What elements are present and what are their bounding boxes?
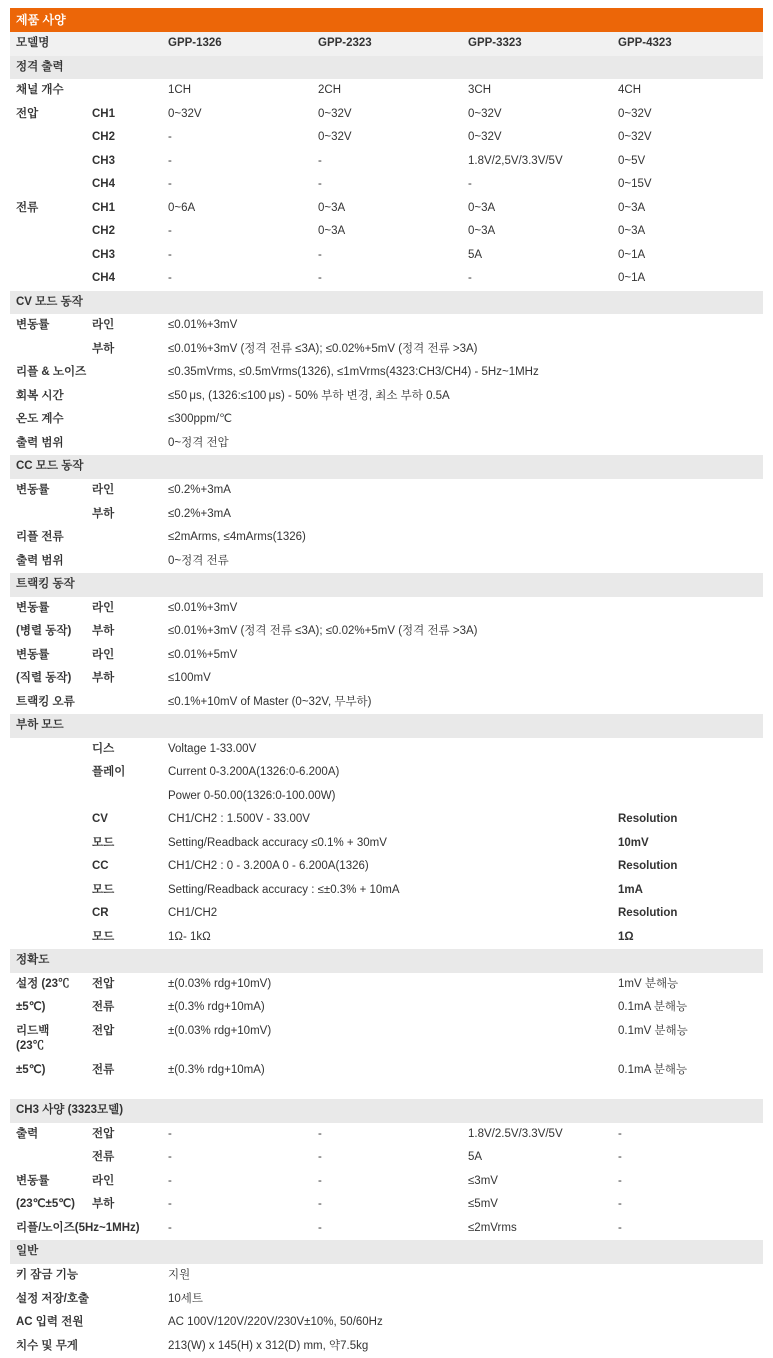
current-ch3-m3: 5A [468, 248, 483, 261]
voltage-ch1-m4: 0~32V [618, 107, 652, 120]
voltage-ch3-m1: - [168, 154, 172, 167]
section-label: CH3 사양 (3323모델) [10, 1099, 763, 1123]
current-ch-label: CH2 [92, 225, 116, 238]
current-ch2-m1: - [168, 225, 172, 238]
table-row [10, 1311, 763, 1335]
cc-range-label: 출력 범위 [16, 554, 64, 567]
table-row [10, 597, 763, 621]
channels-value-3: 3CH [468, 84, 492, 97]
ch3-voltage-m3: 1.8V/2.5V/3.3V/5V [468, 1127, 563, 1140]
current-ch4-m1: - [168, 272, 172, 285]
general-value-memory: 10세트 [168, 1292, 204, 1305]
section-cc-mode [10, 455, 763, 479]
voltage-ch-label: CH3 [92, 154, 116, 167]
voltage-ch2-m4: 0~32V [618, 131, 652, 144]
table-row [10, 902, 763, 926]
table-row [10, 1146, 763, 1170]
section-accuracy [10, 949, 763, 973]
ch3-ripple-m4: - [618, 1221, 622, 1234]
ch3-current-label: 전류 [92, 1151, 115, 1164]
cv-regulation-label: 변동률 [16, 319, 50, 332]
tracking-error-value: ≤0.1%+10mV of Master (0~32V, 무부하) [168, 695, 372, 708]
cv-temp-coef-value: ≤300ppm/℃ [168, 413, 232, 426]
accuracy-voltage-label: 전압 [92, 1024, 115, 1037]
table-row [10, 1123, 763, 1147]
cv-line-value: ≤0.01%+3mV [168, 319, 238, 332]
table-row [10, 220, 763, 244]
voltage-label: 전압 [16, 107, 39, 120]
tracking-parallel-load-value: ≤0.01%+3mV (정격 전류 ≤3A); ≤0.02%+5mV (정격 전류 >3A) [168, 625, 478, 638]
section-ch3-spec [10, 1099, 763, 1123]
general-value-dimensions: 213(W) x 145(H) x 312(D) mm, 약7.5kg [168, 1339, 369, 1352]
load-cc-resolution-value: 1mA [618, 883, 643, 896]
accuracy-read-current-value: ±(0.3% rdg+10mA) [168, 1063, 265, 1076]
voltage-ch-label: CH4 [92, 178, 116, 191]
load-cc-resolution-label: Resolution [618, 860, 678, 873]
table-row [10, 1264, 763, 1288]
ch3-current-m3: 5A [468, 1151, 483, 1164]
cv-temp-coef-label: 온도 계수 [16, 413, 64, 426]
general-value-key-lock: 지원 [168, 1269, 191, 1281]
cv-ripple-label: 리플 & 노이즈 [16, 366, 87, 379]
accuracy-voltage-label: 전압 [92, 977, 115, 990]
ch3-current-m1: - [168, 1151, 172, 1164]
ch3-voltage-m2: - [318, 1127, 322, 1140]
tracking-serial-label: 변동률 [16, 648, 50, 661]
section-label: 부하 모드 [10, 714, 763, 738]
table-row [10, 620, 763, 644]
table-row [10, 785, 763, 809]
cv-range-value: 0~정격 전압 [168, 436, 229, 449]
load-cr-resolution-label: Resolution [618, 907, 678, 920]
load-cr-label-2: 모드 [92, 930, 115, 943]
cv-recovery-value: ≤50 μs, (1326:≤100 μs) - 50% 부하 변경, 최소 부하 0.5A [168, 389, 450, 402]
current-ch4-m3: - [468, 272, 472, 285]
load-display-label-1: 디스 [92, 742, 115, 755]
table-row [10, 126, 763, 150]
table-row [10, 1217, 763, 1241]
ch3-load-label: 부하 [92, 1198, 115, 1211]
voltage-ch1-m1: 0~32V [168, 107, 202, 120]
load-cv-range: CH1/CH2 : 1.500V - 33.00V [168, 813, 310, 826]
model-label: 모델명 [10, 32, 162, 56]
table-row [10, 314, 763, 338]
cc-ripple-value: ≤2mArms, ≤4mArms(1326) [168, 531, 306, 544]
tracking-parallel-line-value: ≤0.01%+3mV [168, 601, 238, 614]
product-spec-table [10, 8, 763, 1358]
model-name-4: GPP-4323 [612, 32, 763, 56]
ch3-ripple-label: 리플/노이즈(5Hz~1MHz) [16, 1221, 140, 1234]
tracking-serial-sublabel: (직렬 동작) [16, 672, 72, 685]
cv-line-label: 라인 [92, 319, 115, 332]
general-value-ac-input: AC 100V/120V/220V/230V±10%, 50/60Hz [168, 1316, 383, 1329]
voltage-ch2-m2: 0~32V [318, 131, 352, 144]
cv-load-value: ≤0.01%+3mV (정격 전류 ≤3A); ≤0.02%+5mV (정격 전류 >3A) [168, 342, 478, 355]
voltage-ch2-m1: - [168, 131, 172, 144]
current-ch1-m1: 0~6A [168, 201, 196, 214]
voltage-ch-label: CH2 [92, 131, 116, 144]
voltage-ch4-m4: 0~15V [618, 178, 652, 191]
model-name-2: GPP-2323 [312, 32, 462, 56]
accuracy-read-current-res: 0.1mA 분해능 [618, 1063, 688, 1076]
ch3-line-m4: - [618, 1174, 622, 1187]
table-row [10, 197, 763, 221]
voltage-ch3-m4: 0~5V [618, 154, 646, 167]
current-ch3-m1: - [168, 248, 172, 261]
table-row [10, 244, 763, 268]
current-ch3-m2: - [318, 248, 322, 261]
load-cr-resolution-value: 1Ω [618, 930, 634, 943]
table-row [10, 691, 763, 715]
ch3-line-label: 라인 [92, 1174, 115, 1187]
table-row [10, 361, 763, 385]
table-row [10, 79, 763, 103]
load-cr-label-1: CR [92, 907, 109, 920]
model-header-row [10, 32, 763, 56]
table-row [10, 644, 763, 668]
table-row [10, 503, 763, 527]
current-ch2-m4: 0~3A [618, 225, 646, 238]
section-general [10, 1240, 763, 1264]
accuracy-set-current-res: 0.1mA 분해능 [618, 1001, 688, 1014]
section-label: 트랙킹 동작 [10, 573, 763, 597]
voltage-ch1-m3: 0~32V [468, 107, 502, 120]
table-row [10, 808, 763, 832]
current-ch-label: CH1 [92, 201, 116, 214]
cv-load-label: 부하 [92, 342, 115, 355]
general-label-memory: 설정 저장/호출 [16, 1292, 90, 1305]
load-display-power: Power 0-50.00(1326:0-100.00W) [168, 789, 336, 802]
section-label: 정확도 [10, 949, 763, 973]
accuracy-read-label-2: ±5℃) [16, 1063, 46, 1076]
table-row [10, 832, 763, 856]
current-ch-label: CH4 [92, 272, 116, 285]
load-cv-label-2: 모드 [92, 836, 115, 849]
table-row [10, 150, 763, 174]
table-row [10, 338, 763, 362]
accuracy-set-label-2: ±5℃) [16, 1001, 46, 1014]
table-row [10, 526, 763, 550]
model-name-3: GPP-3323 [462, 32, 612, 56]
ch3-load-m1: - [168, 1198, 172, 1211]
section-tracking [10, 573, 763, 597]
channels-label: 채널 개수 [16, 84, 64, 97]
ch3-output-label: 출력 [16, 1127, 39, 1140]
table-row [10, 973, 763, 997]
section-label: CV 모드 동작 [10, 291, 763, 315]
tracking-serial-line-value: ≤0.01%+5mV [168, 648, 238, 661]
page-title: 제품 사양 [10, 8, 763, 32]
ch3-line-m2: - [318, 1174, 322, 1187]
current-ch4-m4: 0~1A [618, 272, 646, 285]
current-ch1-m4: 0~3A [618, 201, 646, 214]
cc-regulation-label: 변동률 [16, 483, 50, 496]
load-display-label-2: 플레이 [92, 766, 126, 779]
load-cc-label-1: CC [92, 860, 109, 873]
table-row [10, 761, 763, 785]
cc-line-value: ≤0.2%+3mA [168, 483, 231, 496]
table-row [10, 408, 763, 432]
channels-value-4: 4CH [618, 84, 642, 97]
cc-range-value: 0~정격 전류 [168, 554, 229, 567]
voltage-ch1-m2: 0~32V [318, 107, 352, 120]
tracking-error-label: 트랙킹 오류 [16, 695, 75, 708]
accuracy-set-voltage-value: ±(0.03% rdg+10mV) [168, 977, 272, 990]
table-row [10, 879, 763, 903]
tracking-line-label: 라인 [92, 601, 115, 614]
load-cr-range: 1Ω- 1kΩ [168, 930, 211, 943]
ch3-regulation-label: 변동률 [16, 1174, 50, 1187]
table-row [10, 267, 763, 291]
load-cc-accuracy: Setting/Readback accuracy : ≤±0.3% + 10mA [168, 883, 400, 896]
accuracy-read-label-1: 리드백 (23℃ [16, 1024, 50, 1053]
load-cr-channels: CH1/CH2 [168, 907, 218, 920]
tracking-serial-load-value: ≤100mV [168, 672, 211, 685]
voltage-ch2-m3: 0~32V [468, 131, 502, 144]
cv-recovery-label: 회복 시간 [16, 389, 64, 402]
ch3-regulation-temp-label: (23℃±5℃) [16, 1198, 75, 1211]
ch3-load-m2: - [318, 1198, 322, 1211]
table-row [10, 550, 763, 574]
section-rated-output [10, 56, 763, 80]
current-label: 전류 [16, 201, 39, 214]
model-name-1: GPP-1326 [162, 32, 312, 56]
current-ch2-m2: 0~3A [318, 225, 346, 238]
section-label: 정격 출력 [10, 56, 763, 80]
table-row [10, 1059, 763, 1083]
load-cv-resolution-label: Resolution [618, 813, 678, 826]
tracking-load-label: 부하 [92, 625, 115, 638]
current-ch-label: CH3 [92, 248, 116, 261]
table-row [10, 432, 763, 456]
ch3-load-m3: ≤5mV [468, 1198, 498, 1211]
table-row [10, 479, 763, 503]
table-row [10, 103, 763, 127]
ch3-load-m4: - [618, 1198, 622, 1211]
section-label: CC 모드 동작 [10, 455, 763, 479]
table-row [10, 1170, 763, 1194]
ch3-current-m2: - [318, 1151, 322, 1164]
channels-value-2: 2CH [318, 84, 342, 97]
accuracy-set-voltage-res: 1mV 분해능 [618, 977, 679, 990]
tracking-load-label: 부하 [92, 672, 115, 685]
table-row [10, 1193, 763, 1217]
table-row [10, 667, 763, 691]
cc-line-label: 라인 [92, 483, 115, 496]
table-row [10, 926, 763, 950]
load-cv-label-1: CV [92, 813, 108, 826]
table-row [10, 855, 763, 879]
table-row [10, 738, 763, 762]
accuracy-current-label: 전류 [92, 1001, 115, 1014]
cc-load-value: ≤0.2%+3mA [168, 507, 231, 520]
voltage-ch4-m3: - [468, 178, 472, 191]
general-label-key-lock: 키 잠금 기능 [16, 1269, 78, 1281]
load-cc-range: CH1/CH2 : 0 - 3.200A 0 - 6.200A(1326) [168, 860, 369, 873]
ch3-line-m1: - [168, 1174, 172, 1187]
current-ch1-m2: 0~3A [318, 201, 346, 214]
current-ch2-m3: 0~3A [468, 225, 496, 238]
general-label-dimensions: 치수 및 무게 [16, 1339, 78, 1352]
section-spacer [10, 1082, 763, 1099]
ch3-current-m4: - [618, 1151, 622, 1164]
general-label-ac-input: AC 입력 전원 [16, 1316, 84, 1329]
load-display-voltage: Voltage 1-33.00V [168, 742, 257, 755]
spec-title-row [10, 8, 763, 32]
accuracy-current-label: 전류 [92, 1063, 115, 1076]
voltage-ch4-m2: - [318, 178, 322, 191]
table-row [10, 385, 763, 409]
table-row [10, 1020, 763, 1059]
accuracy-read-voltage-res: 0.1mV 분해능 [618, 1024, 688, 1037]
ch3-voltage-label: 전압 [92, 1127, 115, 1140]
ch3-ripple-m2: - [318, 1221, 322, 1234]
tracking-parallel-sublabel: (병렬 동작) [16, 625, 72, 638]
cc-load-label: 부하 [92, 507, 115, 520]
accuracy-set-current-value: ±(0.3% rdg+10mA) [168, 1001, 265, 1014]
load-cv-accuracy: Setting/Readback accuracy ≤0.1% + 30mV [168, 836, 387, 849]
ch3-ripple-m3: ≤2mVrms [468, 1221, 517, 1234]
section-cv-mode [10, 291, 763, 315]
current-ch4-m2: - [318, 272, 322, 285]
table-row [10, 996, 763, 1020]
load-display-current: Current 0-3.200A(1326:0-6.200A) [168, 766, 340, 779]
tracking-line-label: 라인 [92, 648, 115, 661]
table-row [10, 1288, 763, 1312]
ch3-voltage-m4: - [618, 1127, 622, 1140]
table-row [10, 1335, 763, 1358]
accuracy-read-voltage-value: ±(0.03% rdg+10mV) [168, 1024, 272, 1037]
voltage-ch4-m1: - [168, 178, 172, 191]
cv-ripple-value: ≤0.35mVrms, ≤0.5mVrms(1326), ≤1mVrms(4323:CH3/CH4) - 5Hz~1MHz [168, 366, 539, 379]
ch3-voltage-m1: - [168, 1127, 172, 1140]
accuracy-set-label-1: 설정 (23℃ [16, 977, 70, 990]
current-ch3-m4: 0~1A [618, 248, 646, 261]
table-row [10, 173, 763, 197]
voltage-ch3-m3: 1.8V/2,5V/3.3V/5V [468, 154, 563, 167]
voltage-ch-label: CH1 [92, 107, 116, 120]
ch3-ripple-m1: - [168, 1221, 172, 1234]
channels-value-1: 1CH [168, 84, 192, 97]
cc-ripple-label: 리플 전류 [16, 531, 64, 544]
load-cv-resolution-value: 10mV [618, 836, 649, 849]
cv-range-label: 출력 범위 [16, 436, 64, 449]
voltage-ch3-m2: - [318, 154, 322, 167]
tracking-parallel-label: 변동률 [16, 601, 50, 614]
current-ch1-m3: 0~3A [468, 201, 496, 214]
load-cc-label-2: 모드 [92, 883, 115, 896]
section-load-mode [10, 714, 763, 738]
ch3-line-m3: ≤3mV [468, 1174, 498, 1187]
section-label: 일반 [10, 1240, 763, 1264]
